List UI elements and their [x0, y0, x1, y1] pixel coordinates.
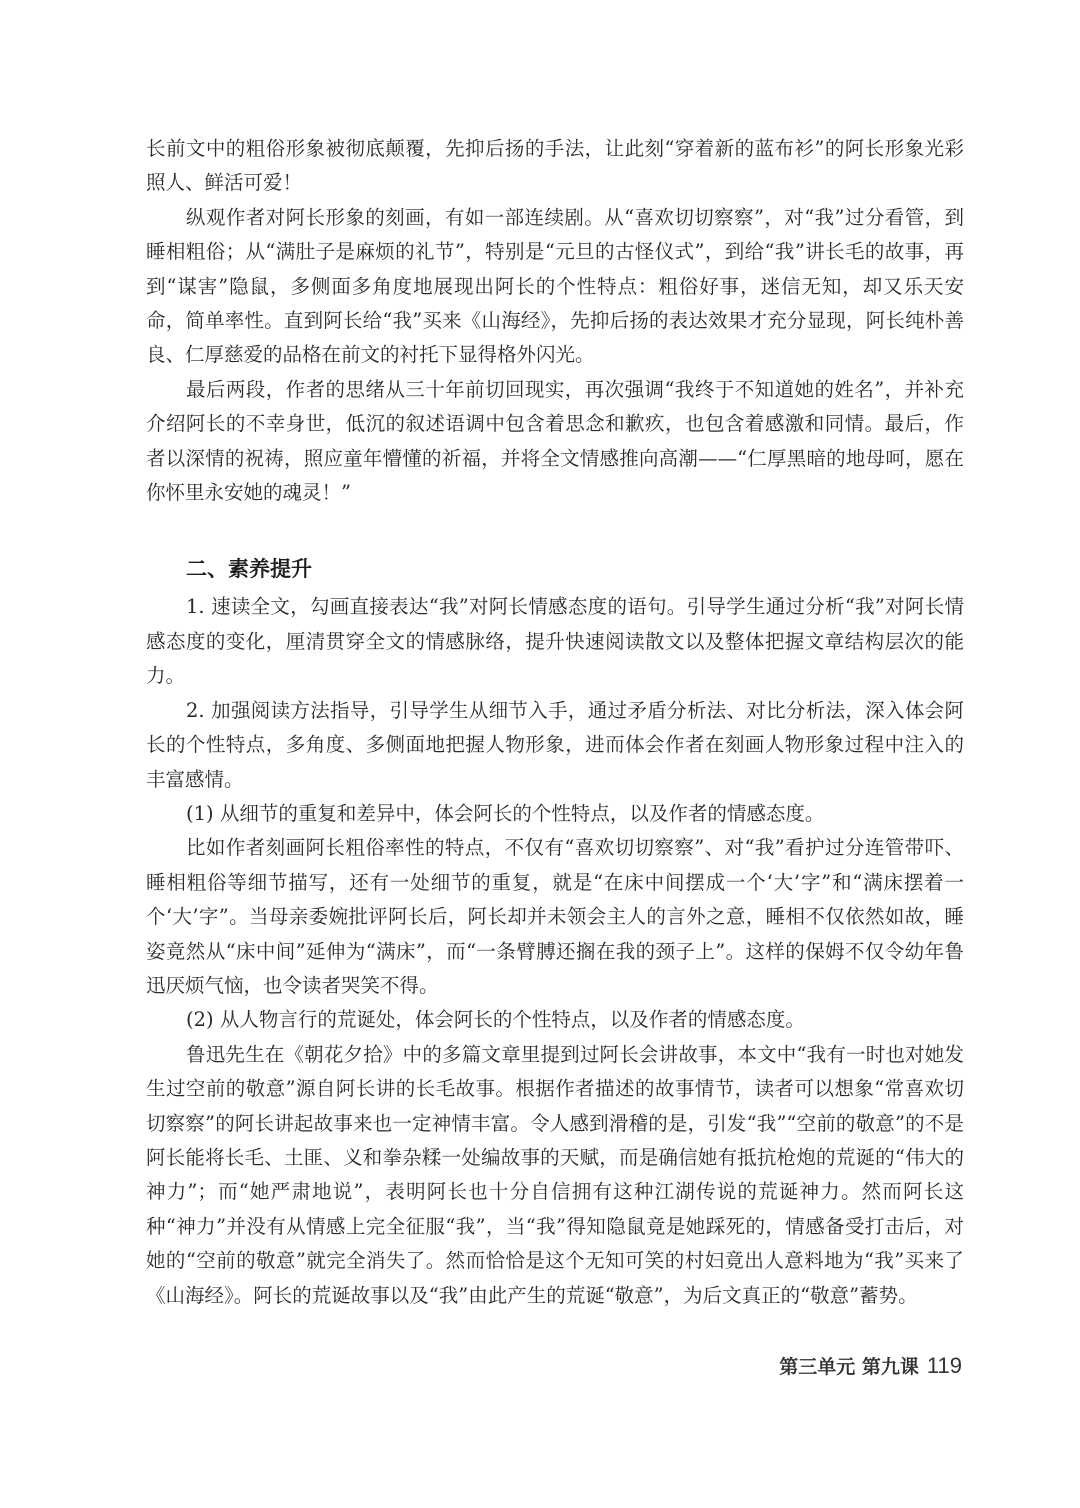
paragraph-example-absurdity: 鲁迅先生在《朝花夕拾》中的多篇文章里提到过阿长会讲故事，本文中“我有一时也对她发生过空前的敬意”源自阿长讲的长毛故事。根据作者描述的故事情节，读者可以想象“常喜欢切切察察”的阿长讲起故事来也一定神情丰富。令人感到滑稽的是，引发“我”“空前的敬意”的不是阿长能将长毛、土匪、义和拳杂糅一处编故事的天赋，而是确信她有抵抗枪炮的荒诞的“伟大的神力”；而“她严肃地说”，表明阿长也十分自信拥有这种江湖传说的荒诞神力。然而阿长这种“神力”并没有从情感上完全征服“我”，当“我”得知隐鼠竟是她踩死的，情感备受打击后，对她的“空前的敬意”就完全消失了。然而恰恰是这个无知可笑的村妇竟出人意料地为“我”买来了《山海经》。阿长的荒诞故事以及“我”由此产生的荒诞“敬意”，为后文真正的“敬意”蓄势。: [146, 1042, 964, 1307]
page-footer: [779, 1352, 962, 1379]
paragraph-item-1: 1. 速读全文，勾画直接表达“我”对阿长情感态度的语句。引导学生通过分析“我”对阿长情感态度的变化，厘清贯穿全文的情感脉络，提升快速阅读散文以及整体把握文章结构层次的能力。: [146, 595, 964, 688]
paragraph-ending: 最后两段，作者的思绪从三十年前切回现实，再次强调“我终于不知道她的姓名”，并补充介绍阿长的不幸身世，低沉的叙述语调中包含着思念和歉疚，也包含着感激和同情。最后，作者以深情的祝祷，照应童年懵懂的祈福，并将全文情感推向高潮——“仁厚黑暗的地母呵，愿在你怀里永安她的魂灵！”: [146, 377, 964, 505]
paragraph-subitem-2: (2) 从人物言行的荒诞处，体会阿长的个性特点，以及作者的情感态度。: [186, 1008, 805, 1032]
page-body: [146, 132, 964, 1313]
section-title: 二、素养提升: [186, 557, 312, 582]
unit-lesson-label: 第三单元 第九课: [779, 1356, 919, 1378]
page-number: 119: [926, 1353, 962, 1378]
paragraph-continuation: 长前文中的粗俗形象被彻底颠覆，先抑后扬的手法，让此刻“穿着新的蓝布衫”的阿长形象光彩照人、鲜活可爱！: [146, 137, 964, 195]
paragraph-item-2: 2. 加强阅读方法指导，引导学生从细节入手，通过矛盾分析法、对比分析法，深入体会阿长的个性特点，多角度、多侧面地把握人物形象，进而体会作者在刻画人物形象过程中注入的丰富感情。: [146, 698, 964, 791]
paragraph-overview: 纵观作者对阿长形象的刻画，有如一部连续剧。从“喜欢切切察察”，对“我”过分看管，到睡相粗俗；从“满肚子是麻烦的礼节”，特别是“元旦的古怪仪式”，到给“我”讲长毛的故事，再到“谋害”隐鼠，多侧面多角度地展现出阿长的个性特点：粗俗好事，迷信无知，却又乐天安命，简单率性。直到阿长给“我”买来《山海经》，先抑后扬的表达效果才充分显现，阿长纯朴善良、仁厚慈爱的品格在前文的衬托下显得格外闪光。: [146, 205, 964, 367]
paragraph-example-details: 比如作者刻画阿长粗俗率性的特点，不仅有“喜欢切切察察”、对“我”看护过分连管带吓、睡相粗俗等细节描写，还有一处细节的重复，就是“在床中间摆成一个‘大’字”和“满床摆着一个‘大’字”。当母亲委婉批评阿长后，阿长却并未领会主人的言外之意，睡相不仅依然如故，睡姿竟然从“床中间”延伸为“满床”，而“一条臂膊还搁在我的颈子上”。这样的保姆不仅令幼年鲁迅厌烦气恼，也令读者哭笑不得。: [146, 836, 964, 997]
paragraph-subitem-1: (1) 从细节的重复和差异中，体会阿长的个性特点，以及作者的情感态度。: [186, 801, 825, 825]
